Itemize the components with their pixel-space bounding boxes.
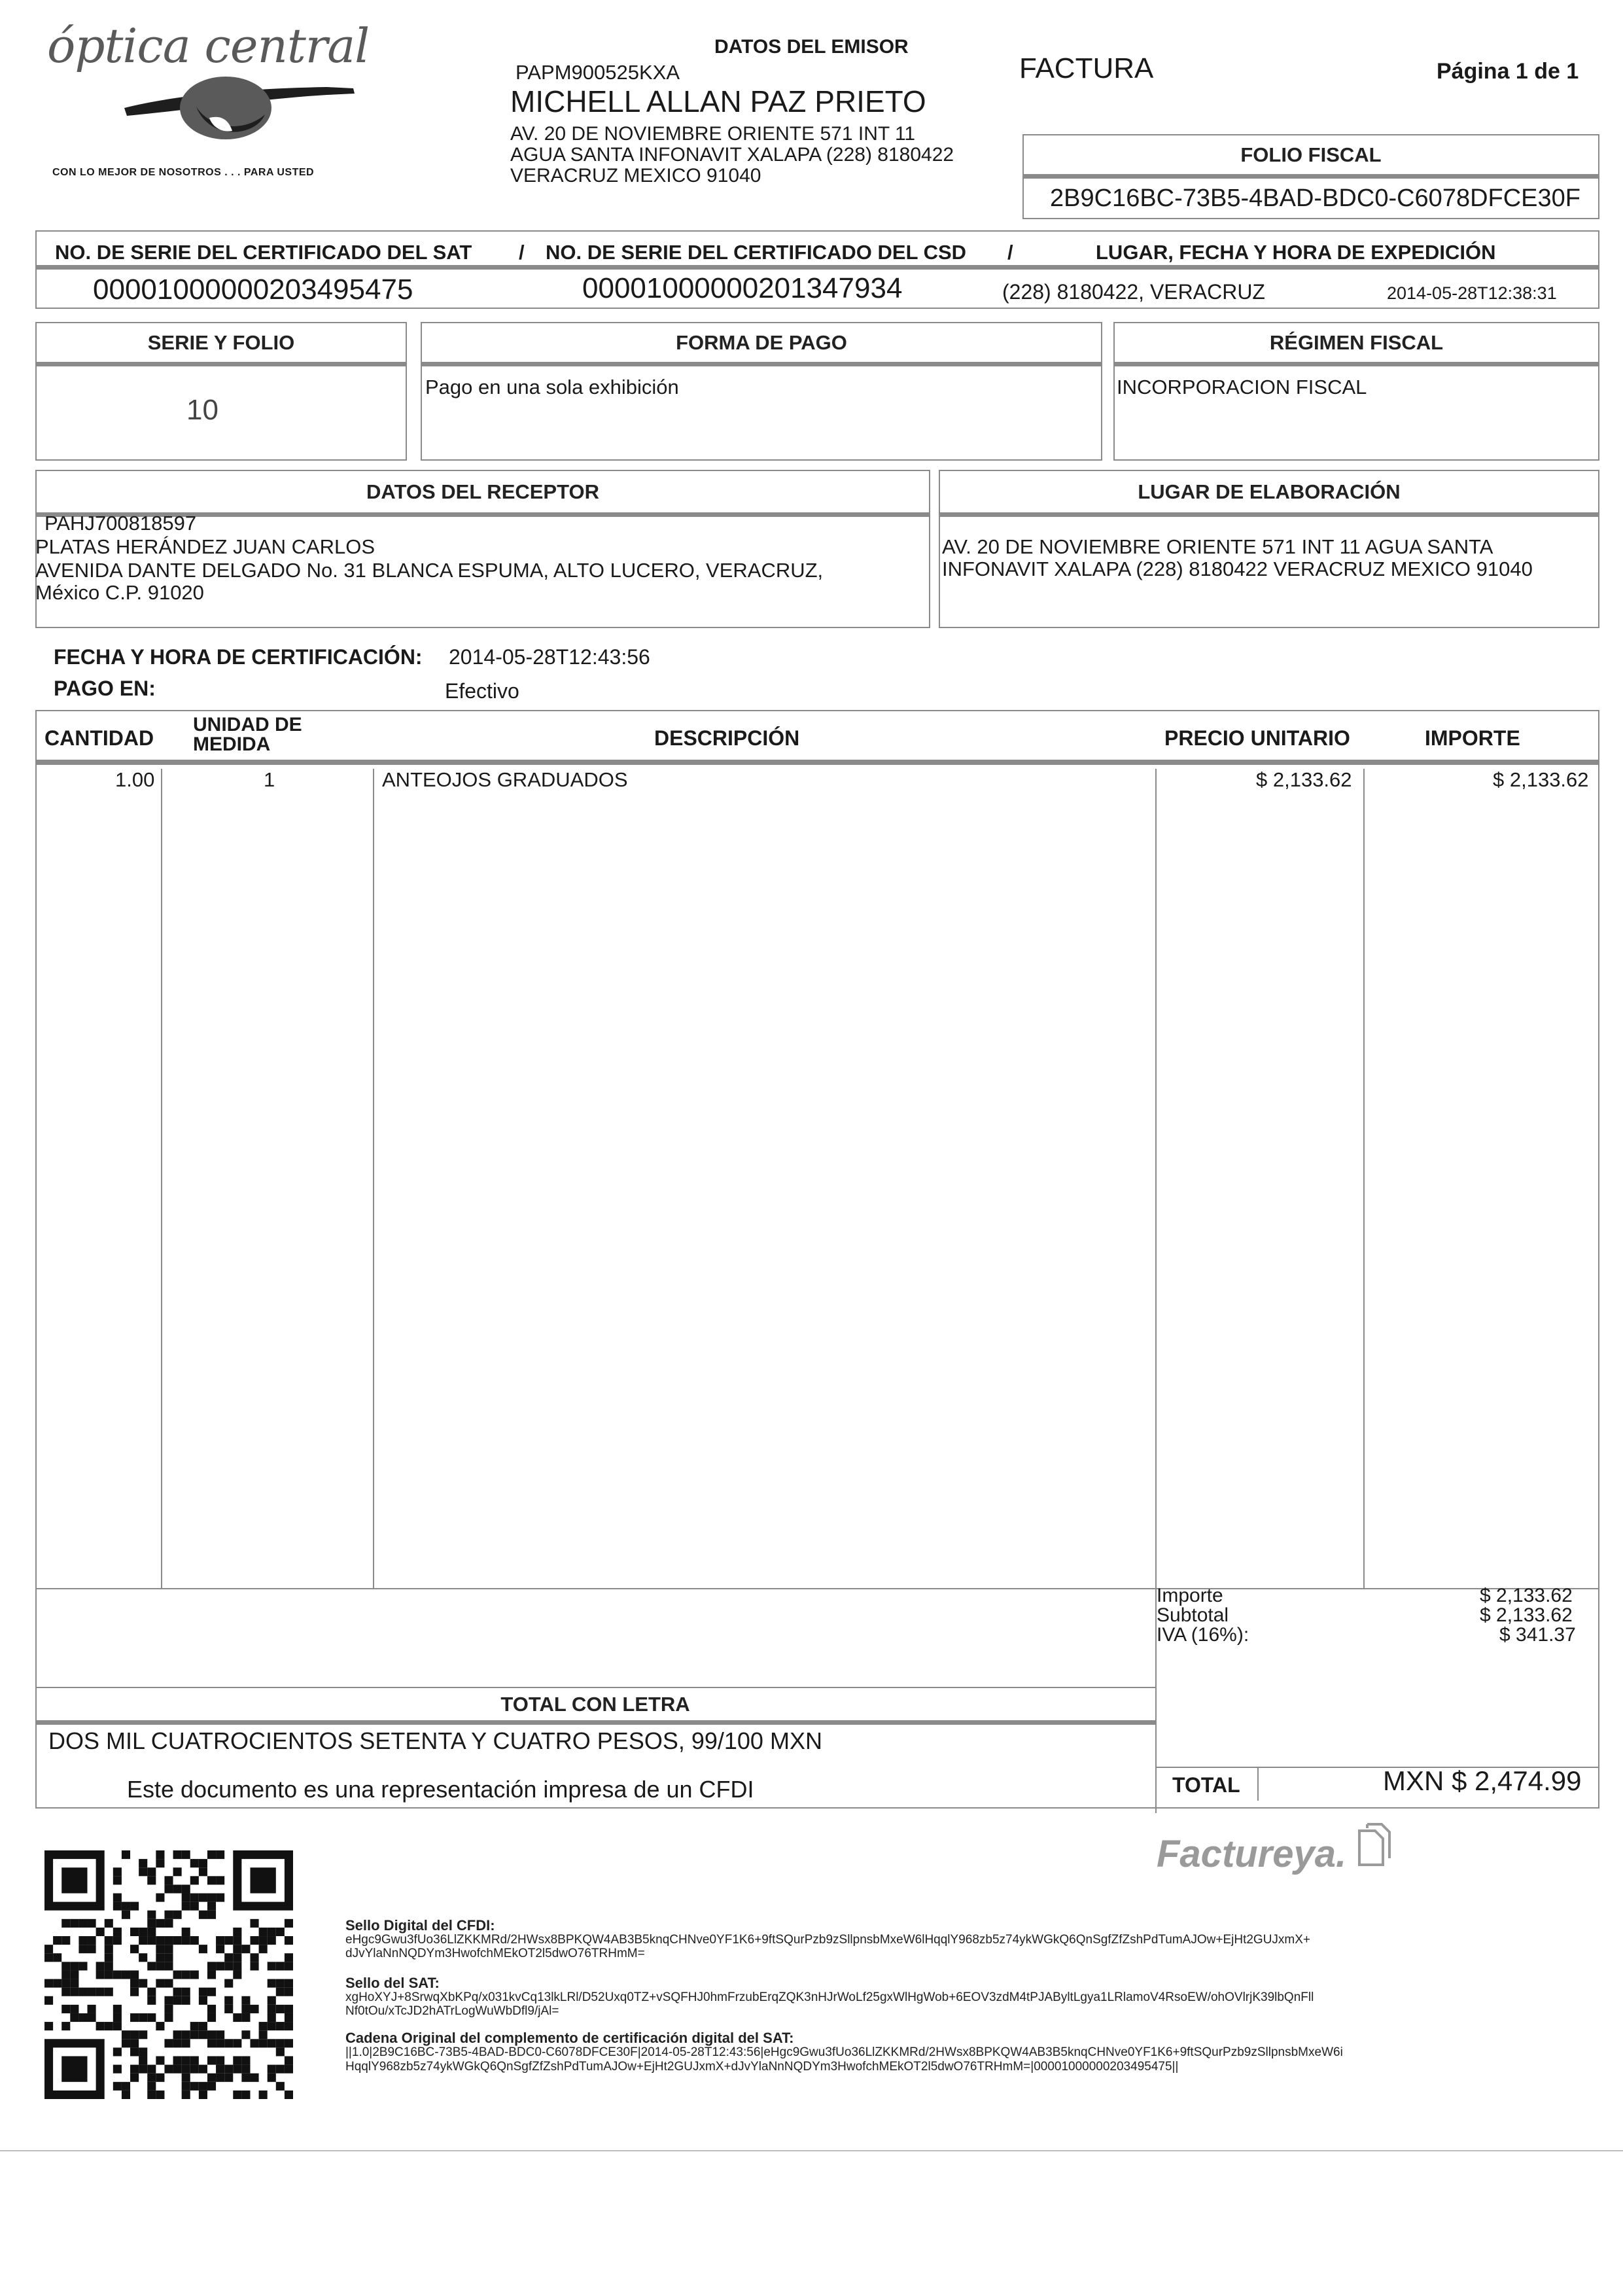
forma-pago-label: FORMA DE PAGO [676, 330, 847, 354]
row-importe: $ 2,133.62 [1493, 768, 1589, 791]
emisor-address-1: AV. 20 DE NOVIEMBRE ORIENTE 571 INT 11 [510, 123, 916, 145]
sello-sat-line-2: Nf0tOu/xTcJD2hATrLogWuWbDfl9/jAl= [345, 2004, 559, 2018]
regimen-fiscal-label: RÉGIMEN FISCAL [1269, 330, 1444, 354]
col-importe: IMPORTE [1425, 726, 1520, 750]
subtotal-label: Subtotal [1157, 1604, 1229, 1626]
iva-value: $ 341.37 [1499, 1624, 1576, 1646]
forma-pago-value: Pago en una sola exhibición [425, 376, 679, 398]
sello-cfdi-label: Sello Digital del CFDI: [345, 1917, 495, 1934]
serie-folio-label: SERIE Y FOLIO [147, 330, 295, 354]
cadena-original-line-2: HqqlY968zb5z74ykWGkQ6QnSgfZfZshPdTumAJOw+EjHt2GUJxmX+dJvYlaNnNQDYm3HwofchMEkOT2l5dwO76TRHmM=|00001000000203495475|| [345, 2060, 1179, 2074]
sat-certificate-value: 00001000000203495475 [93, 274, 413, 306]
serie-folio-header [35, 322, 407, 366]
emisor-heading: DATOS DEL EMISOR [714, 36, 909, 58]
total-label: TOTAL [1172, 1773, 1240, 1797]
emisor-name: MICHELL ALLAN PAZ PRIETO [510, 84, 926, 118]
separator: / [519, 241, 525, 264]
forma-pago-header [421, 322, 1102, 366]
brand-logo-text: óptica central [47, 18, 370, 73]
receptor-name: PLATAS HERÁNDEZ JUAN CARLOS [35, 535, 375, 558]
qr-code-icon [44, 1850, 293, 2099]
provider-logo-text: Factureya. [1157, 1833, 1347, 1875]
pago-en-label: PAGO EN: [54, 677, 156, 700]
cadena-original-label: Cadena Original del complemento de certificación digital del SAT: [345, 2030, 794, 2046]
receptor-address-1: AVENIDA DANTE DELGADO No. 31 BLANCA ESPUMA, ALTO LUCERO, VERACRUZ, [35, 559, 824, 582]
row-cantidad: 1.00 [115, 768, 155, 791]
emisor-rfc: PAPM900525KXA [515, 61, 680, 84]
pago-en-value: Efectivo [445, 679, 519, 703]
csd-certificate-value: 00001000000201347934 [582, 272, 903, 304]
col-unidad-1: UNIDAD DE [193, 714, 302, 735]
importe-value: $ 2,133.62 [1480, 1585, 1573, 1606]
total-letra-header [35, 1687, 1155, 1725]
certificacion-value: 2014-05-28T12:43:56 [449, 645, 650, 669]
items-table-body [35, 765, 1599, 1589]
csd-certificate-label: NO. DE SERIE DEL CERTIFICADO DEL CSD [546, 241, 967, 264]
total-letra-value: DOS MIL CUATROCIENTOS SETENTA Y CUATRO PESOS, 99/100 MXN [48, 1727, 822, 1754]
regimen-fiscal-value: INCORPORACION FISCAL [1117, 376, 1367, 398]
importe-label: Importe [1157, 1585, 1223, 1606]
subtotal-value: $ 2,133.62 [1480, 1604, 1573, 1626]
document-type: FACTURA [1019, 52, 1154, 84]
expedition-datetime: 2014-05-28T12:38:31 [1387, 283, 1557, 303]
sello-sat-label: Sello del SAT: [345, 1975, 440, 1991]
page-number: Página 1 de 1 [1437, 59, 1579, 84]
certificacion-label: FECHA Y HORA DE CERTIFICACIÓN: [54, 645, 423, 669]
sello-cfdi-line-1: eHgc9Gwu3fUo36LlZKKMRd/2HWsx8BPKQW4AB3B5knqCHNve0YF1K6+9ftSQurPzb9zSllpnsbMxeW6lHqqlY968zb5z74ykWGkQ6QnSgfZfZshPdTumAJOw+EjHt2GUJxmX+ [345, 1933, 1311, 1947]
separator: / [1007, 241, 1013, 264]
total-letra-label: TOTAL CON LETRA [500, 1692, 690, 1716]
folio-fiscal-value: 2B9C16BC-73B5-4BAD-BDC0-C6078DFCE30F [1050, 185, 1581, 212]
col-descripcion: DESCRIPCIÓN [654, 726, 800, 750]
folio-fiscal-header [1022, 134, 1599, 179]
emisor-address-2: AGUA SANTA INFONAVIT XALAPA (228) 8180422 [510, 144, 954, 166]
iva-label: IVA (16%): [1157, 1624, 1249, 1646]
row-descripcion: ANTEOJOS GRADUADOS [382, 768, 628, 791]
elaboracion-header [939, 470, 1599, 517]
cfdi-note: Este documento es una representación impresa de un CFDI [127, 1776, 754, 1803]
elaboracion-line-1: AV. 20 DE NOVIEMBRE ORIENTE 571 INT 11 AGUA SANTA [942, 535, 1493, 558]
receptor-address-2: México C.P. 91020 [35, 581, 204, 604]
sello-cfdi-line-2: dJvYlaNnNQDYm3HwofchMEkOT2l5dwO76TRHmM= [345, 1947, 645, 1960]
cadena-original-line-1: ||1.0|2B9C16BC-73B5-4BAD-BDC0-C6078DFCE30F|2014-05-28T12:43:56|eHgc9Gwu3fUo36LlZKKMRd/2HWsx8BPKQW4AB3B5knqCHNve0YF1K6+9ftSQurPzb9zSllpnsbMxeW6i [345, 2045, 1343, 2059]
row-precio: $ 2,133.62 [1256, 768, 1352, 791]
eyeglasses-logo-icon [118, 69, 366, 141]
brand-tagline: CON LO MEJOR DE NOSOTROS . . . PARA USTED [52, 167, 315, 178]
elaboracion-label: LUGAR DE ELABORACIÓN [1138, 480, 1401, 503]
emisor-address-3: VERACRUZ MEXICO 91040 [510, 165, 761, 186]
sello-sat-line-1: xgHoXYJ+8SrwqXbKPq/x031kvCq13lkLRl/D52Uxq0TZ+vSQFHJ0hmFrzubErqZQK3nHJrWoLf25gxWlHgWob+6EOV3zdM4tPJAByltLgya1LRlamoV4RsoEW/ohOVlrjK39lbQnFll [345, 1990, 1314, 2004]
receptor-label: DATOS DEL RECEPTOR [366, 480, 599, 503]
expedition-place: (228) 8180422, VERACRUZ [1002, 280, 1265, 304]
serie-folio-value: 10 [186, 394, 218, 426]
regimen-fiscal-header [1113, 322, 1599, 366]
sat-certificate-label: NO. DE SERIE DEL CERTIFICADO DEL SAT [55, 241, 472, 264]
total-value: MXN $ 2,474.99 [1383, 1765, 1582, 1796]
folio-fiscal-label: FOLIO FISCAL [1240, 143, 1382, 166]
col-precio: PRECIO UNITARIO [1164, 726, 1350, 750]
expedition-label: LUGAR, FECHA Y HORA DE EXPEDICIÓN [1096, 241, 1496, 264]
document-logo-icon [1355, 1822, 1393, 1869]
receptor-header [35, 470, 930, 517]
row-unidad: 1 [264, 768, 275, 791]
receptor-rfc: PAHJ700818597 [44, 512, 197, 535]
col-unidad-2: MEDIDA [193, 733, 271, 755]
elaboracion-line-2: INFONAVIT XALAPA (228) 8180422 VERACRUZ MEXICO 91040 [942, 557, 1533, 580]
col-cantidad: CANTIDAD [44, 726, 154, 750]
